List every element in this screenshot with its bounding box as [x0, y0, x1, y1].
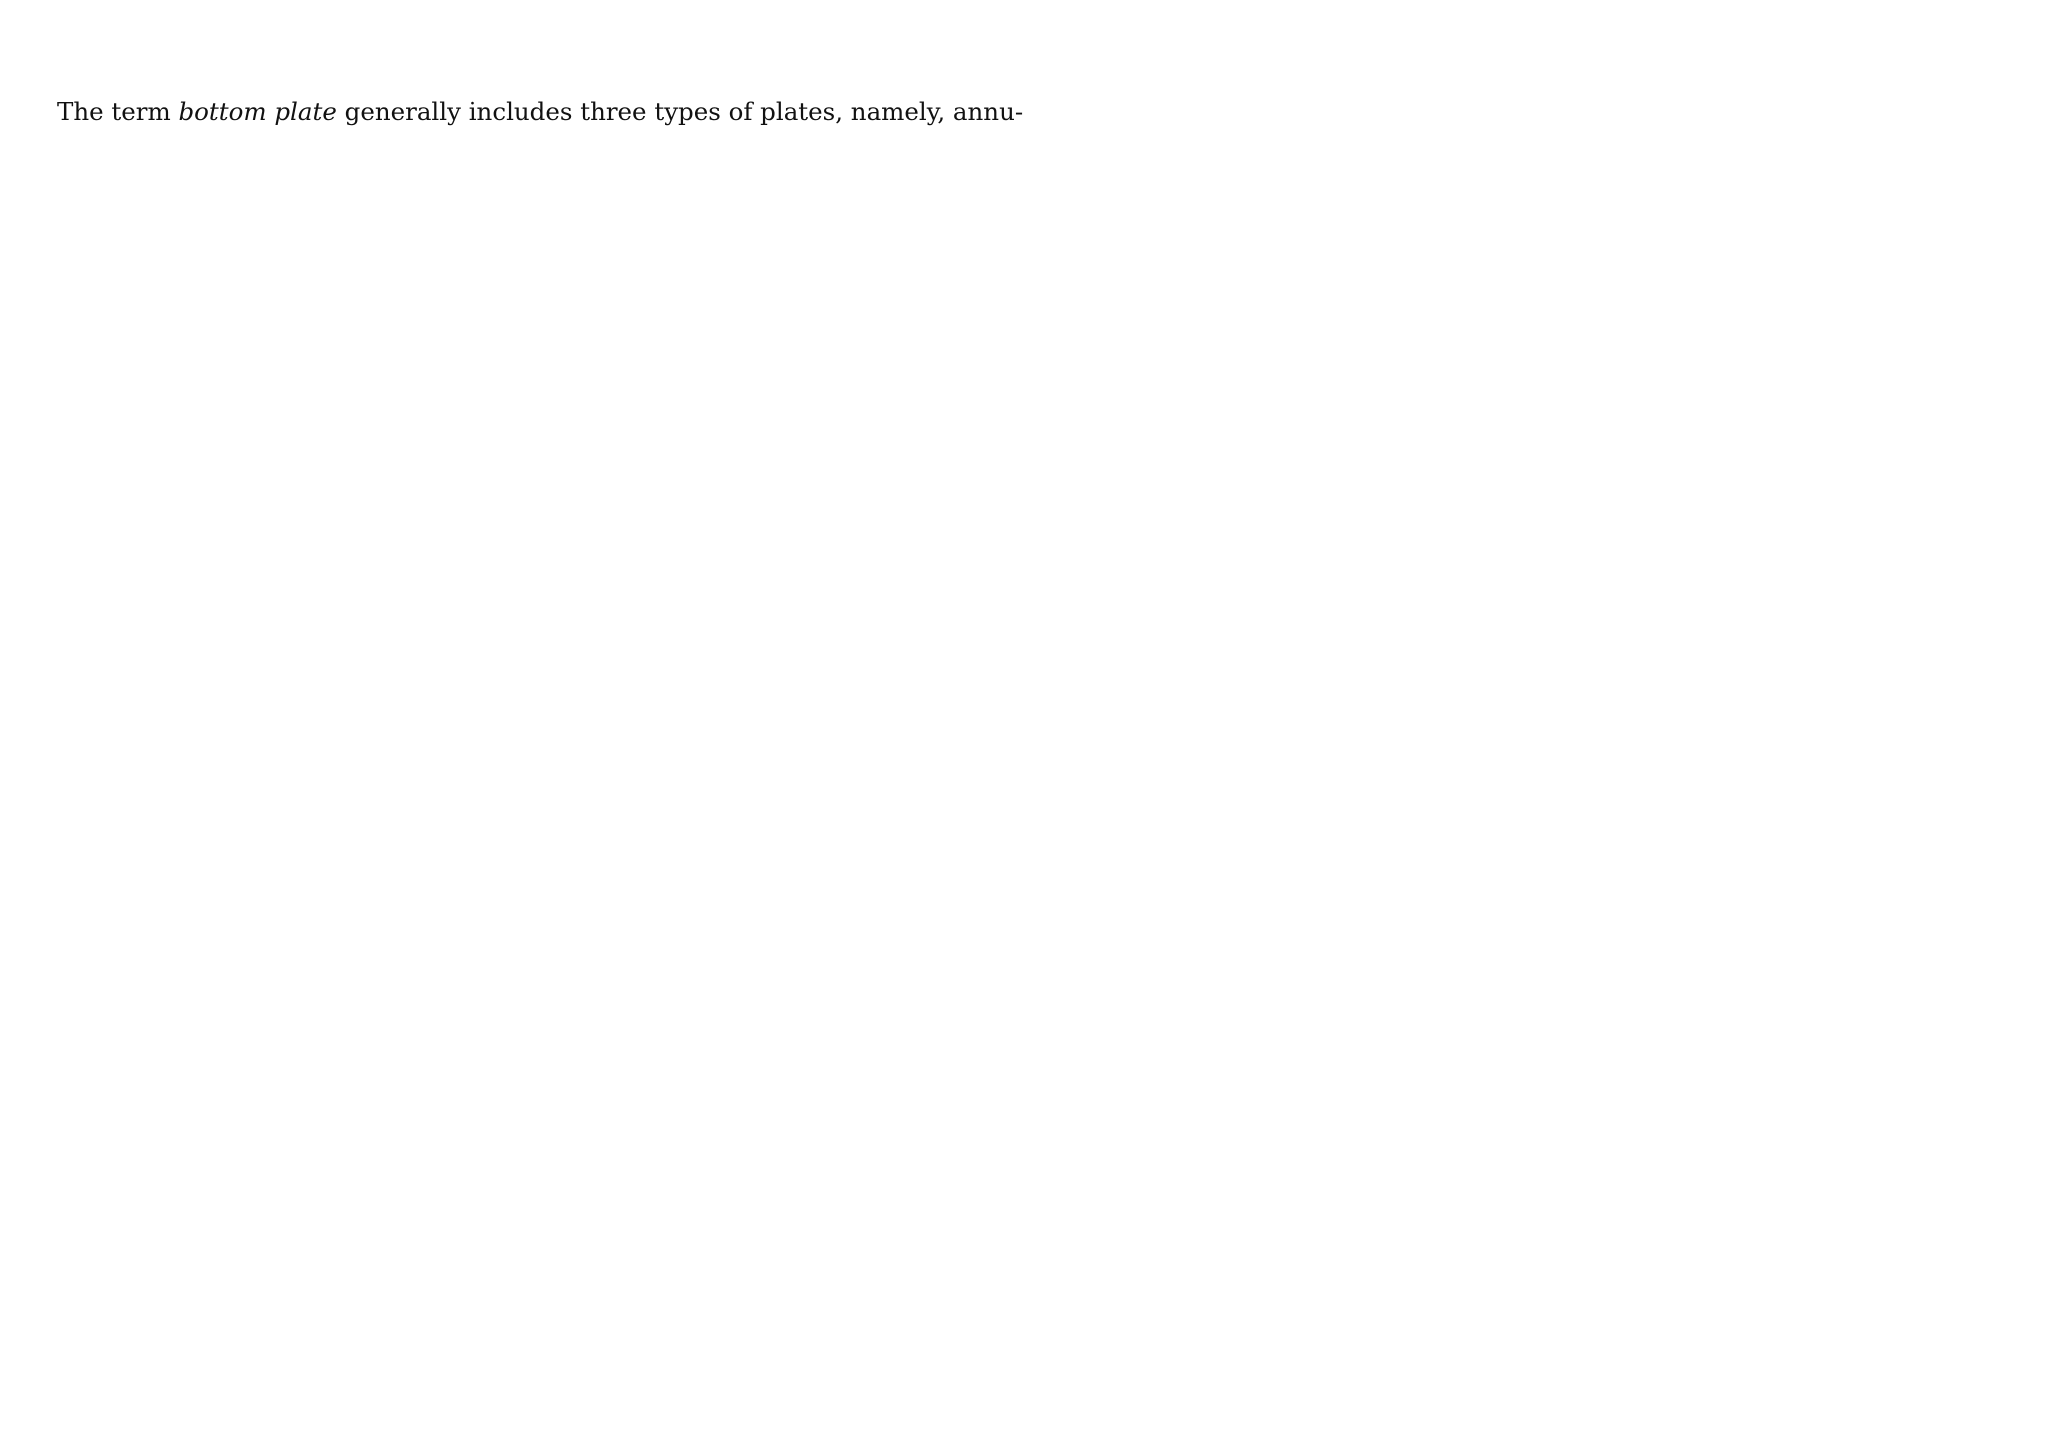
intro-line-1: The term bottom plate generally includes three types of plates, namely, annu- [57, 97, 1024, 126]
figure-tank-bottom-layout [55, 355, 955, 1355]
bottom-plate-term: bottom plate [178, 97, 337, 126]
intro-paragraph [57, 97, 1024, 128]
